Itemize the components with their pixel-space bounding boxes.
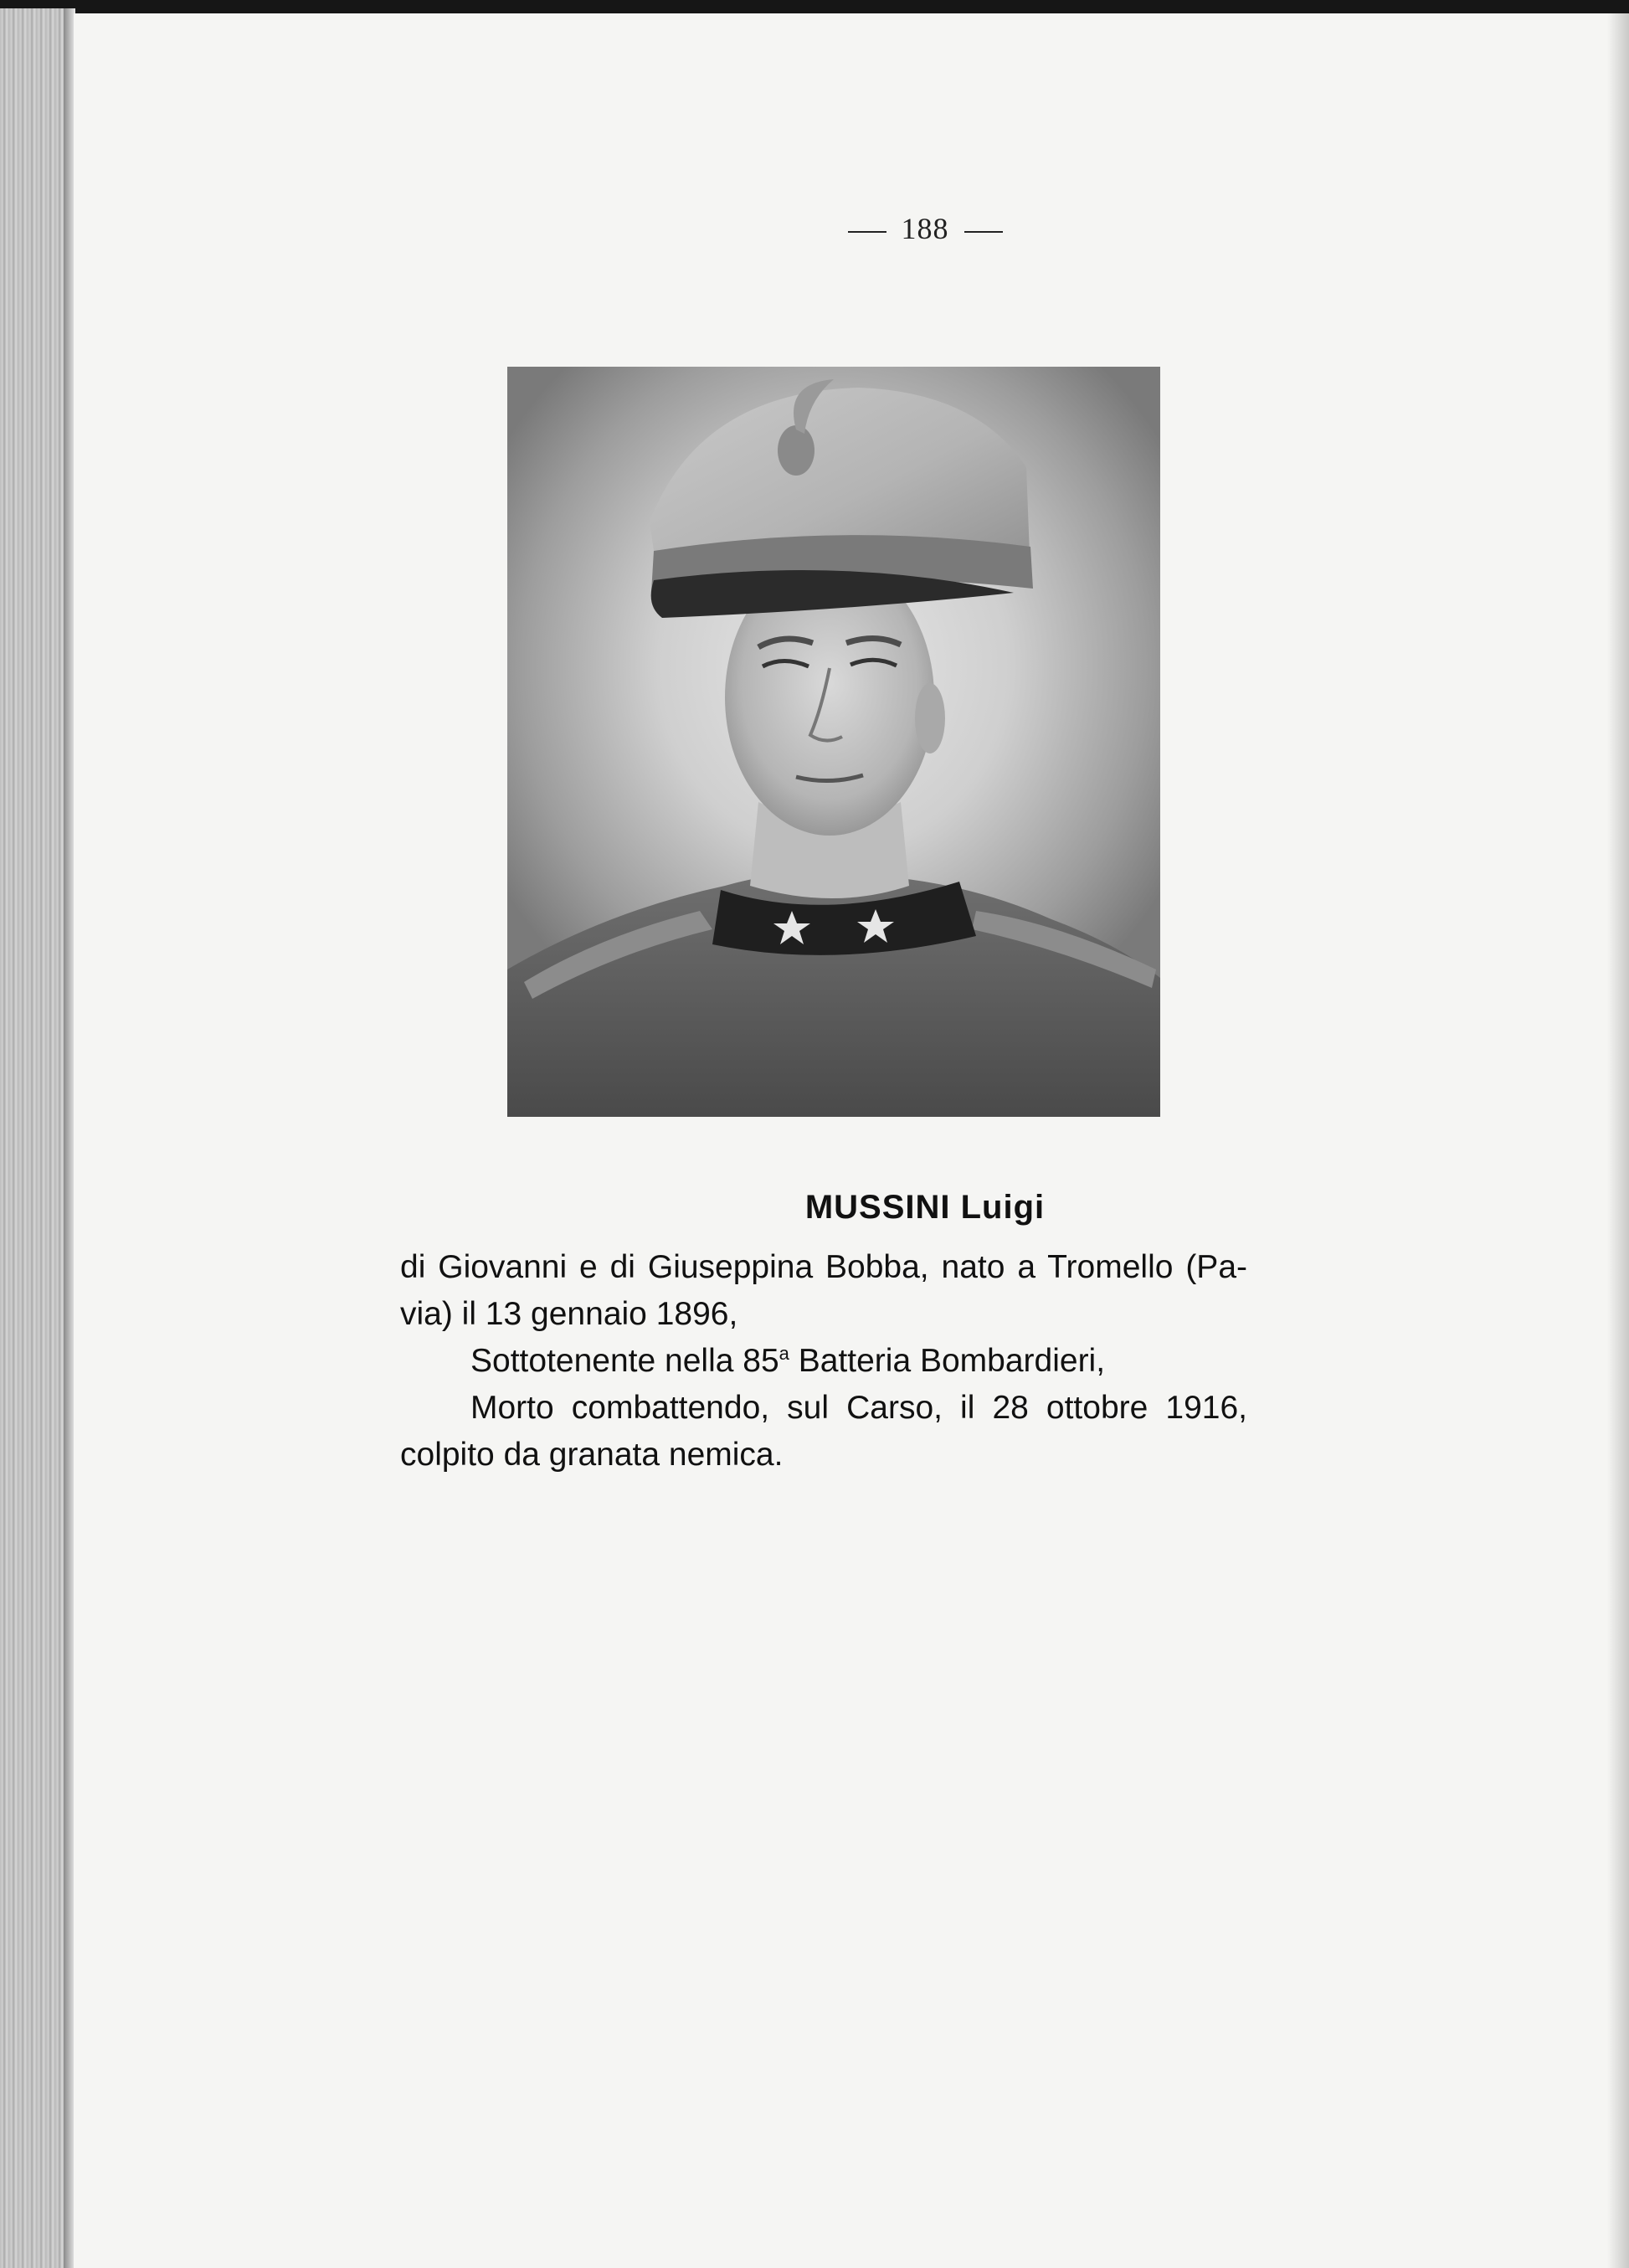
page-number-value: 188 [901,212,949,245]
portrait-drawing [507,367,1160,1117]
ear [915,683,945,753]
page-number-dash-left [848,231,886,233]
bio-line-3-end: Batteria Bombardieri, [789,1343,1106,1379]
bio-line-3 [400,1338,1247,1385]
biography-text [400,1244,1247,1479]
person-name: MUSSINI Luigi [804,1189,1046,1226]
document-page [74,13,1629,2268]
bio-line-2: via) il 13 gennaio 1896, [400,1296,738,1332]
page-right-shadow [1607,13,1629,2268]
page-number [0,211,1629,246]
bio-line-4: Morto combattendo, sul Carso, il 28 ottobre 1916, [470,1390,1247,1426]
page-number-dash-right [964,231,1003,233]
bio-line-3-superscript: a [779,1343,789,1364]
cap-badge [778,425,814,476]
bio-line-1: di Giovanni e di Giuseppina Bobba, nato a Tromello (Pa- [400,1249,1247,1285]
bio-line-3-start: Sottotenente nella 85 [470,1343,779,1379]
page-stack-edges [0,8,72,2268]
portrait-photo [507,367,1160,1117]
bio-line-5: colpito da granata nemica. [400,1437,784,1473]
